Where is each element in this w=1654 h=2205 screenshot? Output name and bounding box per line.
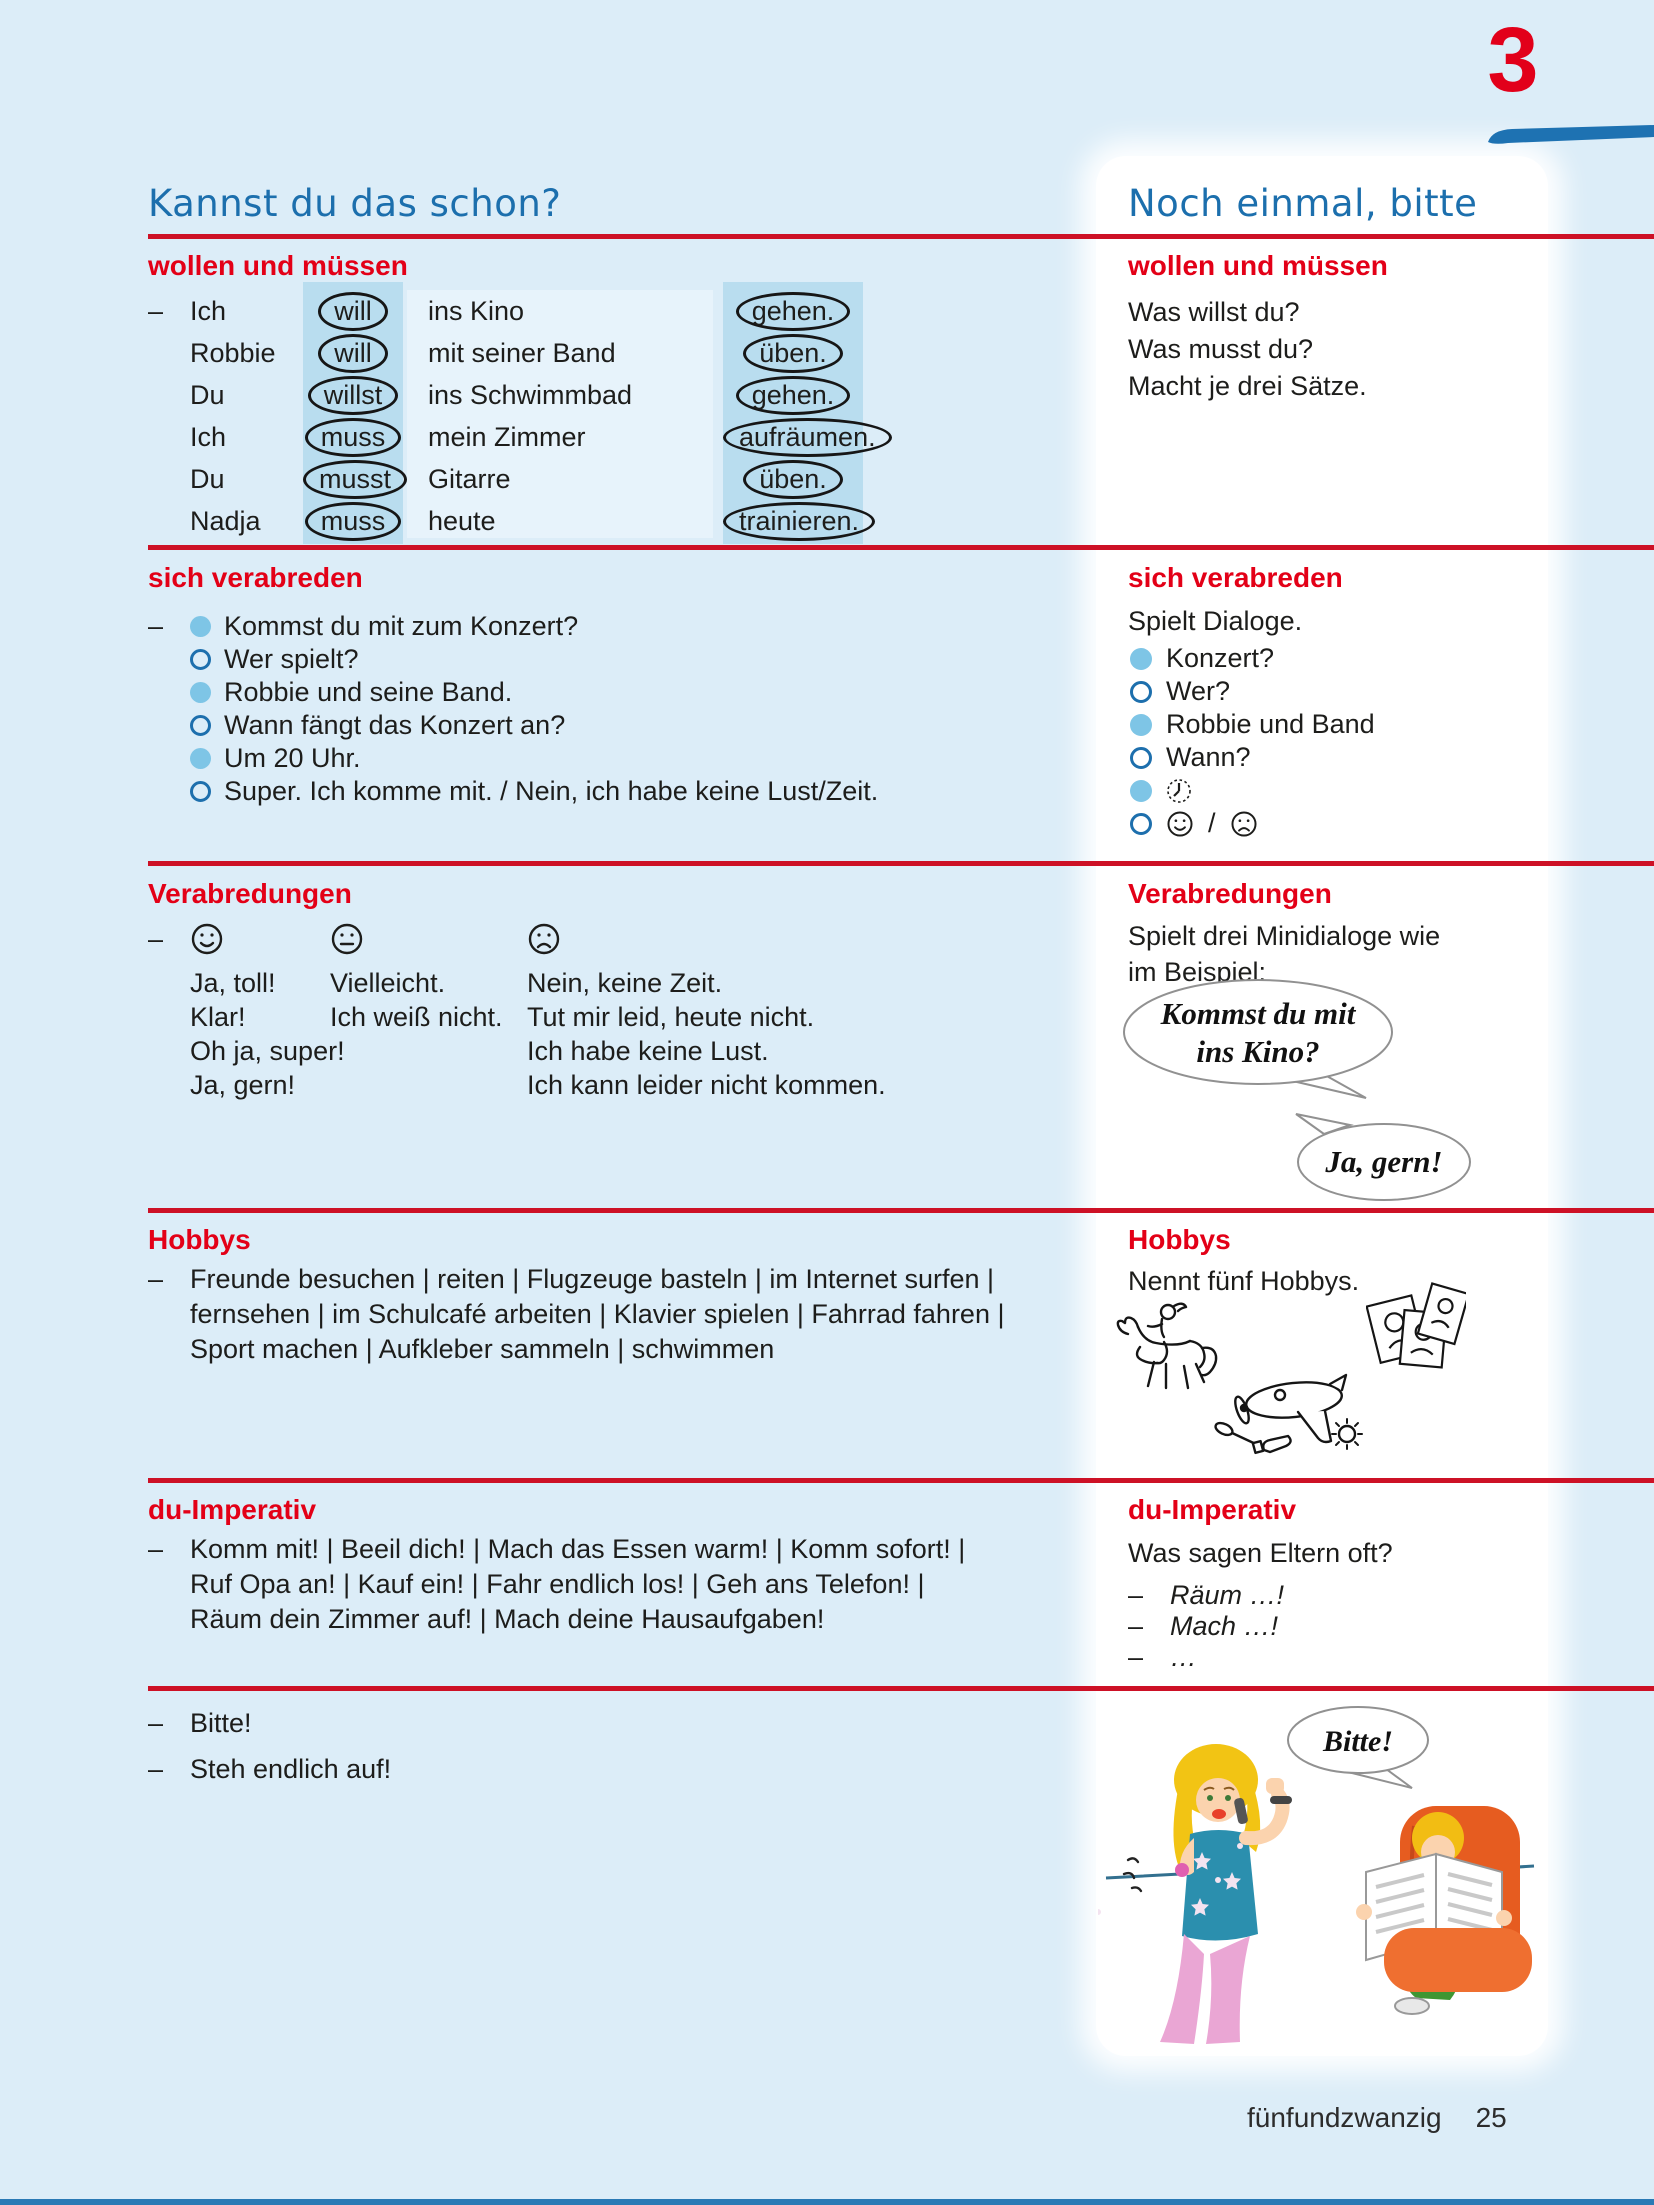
circled-infinitive: gehen. [736,292,851,331]
parents-illustration [1098,1722,1538,2054]
circled-infinitive: üben. [743,460,843,499]
task-line: Was willst du? [1128,297,1300,327]
imperativ-prompts [1128,1580,1284,1673]
sad-face-icon [527,922,561,956]
circled-infinitive: gehen. [736,376,851,415]
response-text: Klar! [190,1002,246,1032]
line-dash: – [148,924,164,954]
speaker-b-bullet [1130,681,1152,703]
row-complement: ins Schwimmbad [428,379,633,410]
row-subject: Du [190,379,225,410]
list-dash: – [148,1534,164,1564]
speaker-b-bullet [190,715,211,736]
speaker-b-bullet [190,649,211,670]
section-divider [148,1208,1654,1213]
response-column [330,922,527,1034]
dialogue-text: Wann fängt das Konzert an? [224,710,566,740]
imperativ-task-intro: Was sagen Eltern oft? [1128,1538,1393,1568]
neutral-face-icon [330,922,364,956]
row-dash: – [148,295,164,326]
imperativ-prompt [1128,1580,1284,1611]
extra-line [148,1746,391,1792]
section-heading-hobbys-right: Hobbys [1128,1224,1231,1255]
list-dash: – [148,1264,164,1294]
line-dash: – [148,611,164,641]
left-column-title: Kannst du das schon? [148,182,562,225]
response-text: Ja, gern! [190,1070,296,1100]
row-infinitive [723,292,863,331]
row-subject: Nadja [190,505,261,536]
line-dash: – [1128,1580,1144,1610]
row-modal-verb [303,334,403,373]
row-complement: mein Zimmer [428,421,586,452]
dialogue-line [148,676,878,709]
speech-bubble-answer [1288,1108,1472,1204]
circled-verb: will [318,292,388,331]
speaker-a-bullet [1130,648,1152,670]
section-divider [148,234,1654,239]
row-infinitive [723,376,863,415]
happy-face-icon [1166,810,1194,838]
conjugation-row [148,374,873,416]
row-complement: ins Kino [428,295,525,326]
speaker-a-bullet [190,616,211,637]
hobbys-task-intro: Nennt fünf Hobbys. [1128,1266,1360,1296]
circled-verb: willst [308,376,399,415]
responses-columns [148,922,1008,1102]
conjugation-row [148,458,873,500]
conjugation-row [148,332,873,374]
dialogue-prompts [1130,642,1375,840]
speaker-a-bullet [190,748,211,769]
speaker-a-bullet [190,682,211,703]
task-line: Was musst du? [1128,334,1314,364]
hobbys-list [148,1262,1004,1367]
row-subject: Ich [190,421,227,452]
section-heading-verabredungen-right: Verabredungen [1128,878,1332,909]
extra-line [148,1700,391,1746]
hobbys-line: Sport machen | Aufkleber sammeln | schwimmen [190,1334,775,1364]
bottom-edge-decoration [0,2199,1654,2205]
conjugation-row [148,290,873,332]
intro-line: Spielt drei Minidialoge wie [1128,921,1441,951]
extra-text: Steh endlich auf! [190,1753,392,1784]
circled-infinitive: aufräumen. [723,418,892,457]
page-footer [1247,2102,1507,2134]
dialogue-example [148,610,878,808]
conjugation-rows [148,290,876,542]
circled-verb: muss [305,418,402,457]
dialogue-line [148,775,878,808]
prompt-line [1130,642,1375,675]
response-text: Nein, keine Zeit. [527,968,723,998]
imperativ-prompt [1128,1611,1284,1642]
intro-line: im Beispiel: [1128,957,1267,987]
row-subject: Robbie [190,337,276,368]
hobbys-line: Freunde besuchen | reiten | Flugzeuge basteln | im Internet surfen | [190,1264,995,1294]
section-heading-wollen-right: wollen und müssen [1128,250,1388,281]
line-dash: – [1128,1642,1144,1672]
row-complement: heute [428,505,496,536]
row-modal-verb [303,502,403,541]
svg-text:Kommst du mit: Kommst du mit [1160,996,1356,1031]
conjugation-row [148,416,876,458]
section-heading-verabredungen: Verabredungen [148,878,352,909]
row-infinitive [723,502,863,541]
task-line: Macht je drei Sätze. [1128,371,1367,401]
separator: / [1208,808,1216,838]
row-infinitive [723,418,876,457]
row-infinitive [723,334,863,373]
speaker-b-bullet [190,781,211,802]
circled-verb: muss [305,502,402,541]
happy-face-icon [190,922,224,956]
row-modal-verb [303,292,403,331]
photos-stickers-icon [1366,1280,1466,1382]
right-column-title: Noch einmal, bitte [1128,182,1478,225]
hobbys-line: fernsehen | im Schulcafé arbeiten | Klavier spielen | Fahrrad fahren | [190,1299,1005,1329]
circled-verb: will [318,334,388,373]
dialogue-line [148,610,878,643]
row-subject: Ich [190,295,227,326]
dialogue-line [148,709,878,742]
row-modal-verb [303,418,403,457]
prompt-line [1130,774,1375,807]
footer-page-number: 25 [1475,2102,1507,2133]
svg-text:ins Kino?: ins Kino? [1196,1034,1320,1069]
blue-swoosh-decoration [1486,124,1654,146]
response-text: Oh ja, super! [190,1036,345,1066]
prompt-text: Wann? [1166,742,1251,772]
extra-imperative-lines [148,1700,391,1792]
section-heading-imperativ: du-Imperativ [148,1494,317,1525]
response-text: Tut mir leid, heute nicht. [527,1002,815,1032]
row-subject: Du [190,463,225,494]
prompt-line [1130,741,1375,774]
dialogue-line [148,742,878,775]
speaker-b-bullet [1130,747,1152,769]
prompt-text: … [1170,1642,1197,1672]
response-column [527,922,1008,1102]
prompt-text: Wer? [1166,676,1231,706]
section-heading-verabreden: sich verabreden [148,562,363,593]
unit-number: 3 [1487,9,1539,111]
imperativ-prompt [1128,1642,1284,1673]
section-divider [148,1478,1654,1483]
response-column [190,922,345,1102]
response-text: Ich weiß nicht. [330,1002,503,1032]
section-divider [148,861,1654,866]
response-text: Ich habe keine Lust. [527,1036,769,1066]
line-dash: – [148,1707,164,1738]
section-heading-wollen: wollen und müssen [148,250,408,281]
dialogue-text: Kommst du mit zum Konzert? [224,611,579,641]
prompt-text: Konzert? [1166,643,1275,673]
svg-text:Bitte!: Bitte! [1322,1725,1394,1758]
wollen-task [1128,294,1367,405]
circled-verb: musst [303,460,407,499]
section-heading-imperativ-right: du-Imperativ [1128,1494,1297,1525]
dialogue-text: Wer spielt? [224,644,359,674]
section-heading-hobbys: Hobbys [148,1224,251,1255]
dialogue-text: Um 20 Uhr. [224,743,361,773]
model-airplane-icon [1212,1362,1367,1467]
imperativ-line: Ruf Opa an! | Kauf ein! | Fahr endlich los! | Geh ans Telefon! | [190,1569,925,1599]
row-modal-verb [303,460,403,499]
imperativ-line: Komm mit! | Beeil dich! | Mach das Essen warm! | Komm sofort! | [190,1534,966,1564]
sad-face-icon [1230,810,1258,838]
svg-text:Ja, gern!: Ja, gern! [1325,1144,1443,1179]
imperativ-text [190,1532,965,1637]
footer-page-word: fünfundzwanzig [1247,2102,1442,2133]
imperativ-list [148,1532,965,1637]
prompt-line [1130,807,1375,840]
response-text: Ich kann leider nicht kommen. [527,1070,886,1100]
extra-text: Bitte! [190,1707,252,1738]
speaker-b-bullet [1130,813,1152,835]
section-divider [148,1686,1654,1691]
row-complement: Gitarre [428,463,511,494]
circled-infinitive: üben. [743,334,843,373]
circled-infinitive: trainieren. [723,502,875,541]
section-heading-verabreden-right: sich verabreden [1128,562,1343,593]
hobbys-text [190,1262,1004,1367]
row-modal-verb [303,376,403,415]
prompt-line [1130,708,1375,741]
row-complement: mit seiner Band [428,337,616,368]
prompt-text: Räum …! [1170,1580,1285,1610]
section-divider [148,545,1654,550]
conjugation-row [148,500,873,542]
clock-icon [1166,778,1192,804]
line-dash: – [1128,1611,1144,1641]
dialogue-text: Super. Ich komme mit. / Nein, ich habe keine Lust/Zeit. [224,776,879,806]
prompt-text: Robbie und Band [1166,709,1375,739]
dialogue-text: Robbie und seine Band. [224,677,513,707]
response-text: Vielleicht. [330,968,446,998]
verabreden-task-intro: Spielt Dialoge. [1128,606,1303,636]
dialogue-line [148,643,878,676]
speaker-a-bullet [1130,780,1152,802]
line-dash: – [148,1753,164,1784]
horse-riding-icon [1114,1300,1226,1400]
speaker-a-bullet [1130,714,1152,736]
speech-bubble-question [1116,978,1400,1102]
response-text: Ja, toll! [190,968,276,998]
row-infinitive [723,460,863,499]
prompt-text: Mach …! [1170,1611,1279,1641]
imperativ-line: Räum dein Zimmer auf! | Mach deine Hausaufgaben! [190,1604,825,1634]
conjugation-table [148,282,876,544]
prompt-line [1130,675,1375,708]
